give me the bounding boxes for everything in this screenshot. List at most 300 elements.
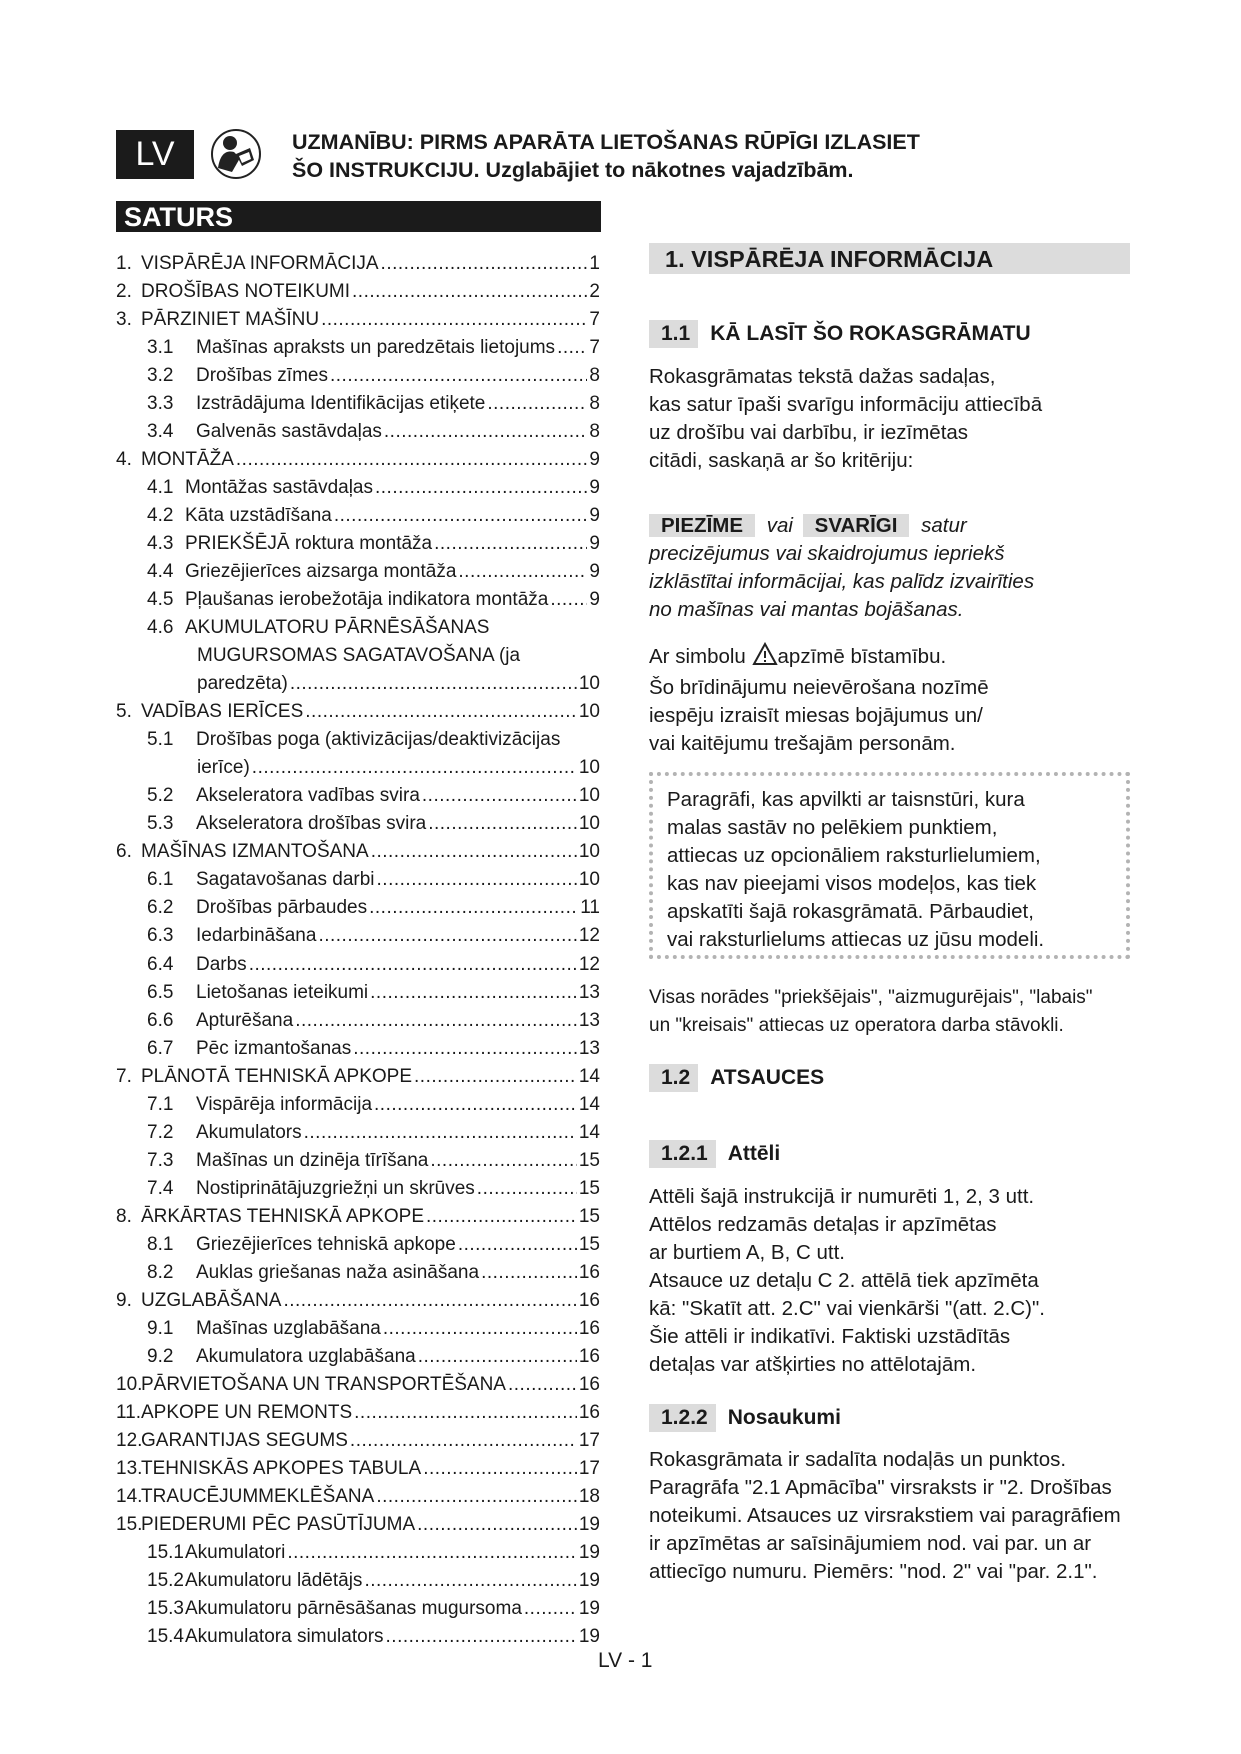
toc-dot-leader xyxy=(487,390,587,418)
toc-entry-label: Auklas griešanas naža asināšana xyxy=(196,1261,480,1283)
toc-dot-leader xyxy=(369,894,578,922)
toc-entry-page: 19 xyxy=(578,1513,600,1535)
toc-entry-label: TEHNISKĀS APKOPES TABULA xyxy=(141,1457,422,1479)
toc-entry-number: 5.1 xyxy=(147,729,174,751)
toc-entry[interactable] xyxy=(147,614,600,642)
toc-entry-label: Izstrādājuma Identifikācijas etiķete xyxy=(196,393,486,415)
text-line: attiecas uz opcionāliem raksturlielumiem, xyxy=(667,844,1041,867)
toc-entry-page: 18 xyxy=(578,1485,600,1507)
toc-entry[interactable] xyxy=(116,1287,600,1315)
toc-entry-label: Griezējierīces aizsarga montāža xyxy=(185,561,457,583)
toc-entry[interactable] xyxy=(147,1091,600,1119)
toc-dot-leader xyxy=(252,754,577,782)
toc-entry[interactable] xyxy=(147,530,600,558)
toc-entry-page: 9 xyxy=(589,449,600,471)
text: vai xyxy=(766,514,793,537)
toc-entry[interactable] xyxy=(116,278,600,306)
toc-entry-page: 15 xyxy=(578,1233,600,1255)
text-line: Paragrāfa "2.1 Apmācība" virsraksts ir "2. Drošības xyxy=(649,1476,1112,1499)
toc-entry-number: 15. xyxy=(116,1513,143,1535)
text-line: vai kaitējumu trešajām personām. xyxy=(649,732,956,755)
toc-entry[interactable] xyxy=(116,446,600,474)
toc-dot-leader xyxy=(386,1623,577,1651)
toc-entry-page: 16 xyxy=(578,1289,600,1311)
toc-entry-label: Akumulatori xyxy=(185,1541,286,1563)
toc-entry-page: 13 xyxy=(578,981,600,1003)
toc-entry-number: 3.1 xyxy=(147,337,174,359)
toc-dot-leader xyxy=(364,1567,576,1595)
toc-entry-page: 10 xyxy=(578,813,600,835)
toc-entry-label: AKUMULATORU PĀRNĒSĀŠANAS xyxy=(185,617,490,639)
text-line: iespēju izraisīt miesas bojājumus un/ xyxy=(649,704,983,727)
toc-entry-number: 5.3 xyxy=(147,813,174,835)
toc-entry-page: 16 xyxy=(578,1345,600,1367)
section-1-2-1-heading xyxy=(649,1140,780,1168)
toc-entry-label: Mašīnas apraksts un paredzētais lietojums xyxy=(196,337,556,359)
toc-entry-page: 9 xyxy=(589,589,600,611)
section-number: 1.1 xyxy=(649,320,698,348)
toc-dot-leader xyxy=(249,951,577,979)
text-line: no mašīnas vai mantas bojāšanas. xyxy=(649,598,964,621)
toc-dot-leader xyxy=(426,1203,577,1231)
toc-entry[interactable] xyxy=(147,362,600,390)
toc-entry-number: 12. xyxy=(116,1429,143,1451)
toc-entry-page: 16 xyxy=(578,1401,600,1423)
toc-entry-number: 7. xyxy=(116,1065,132,1087)
toc-entry-page: 12 xyxy=(578,925,600,947)
toc-entry-number: 9. xyxy=(116,1289,132,1311)
toc-entry[interactable] xyxy=(147,586,600,614)
warning-triangle-icon xyxy=(752,642,778,674)
toc-entry-number: 8. xyxy=(116,1205,132,1227)
toc-entry-label: Pļaušanas ierobežotāja indikatora montāža xyxy=(185,589,549,611)
toc-entry-label: DROŠĪBAS NOTEIKUMI xyxy=(141,281,351,303)
toc-dot-leader xyxy=(417,1511,577,1539)
toc-entry-label: TRAUCĒJUMMEKLĒŠANA xyxy=(141,1485,375,1507)
toc-entry[interactable] xyxy=(116,1063,600,1091)
toc-entry-label: Darbs xyxy=(196,953,247,975)
toc-entry-label: MONTĀŽA xyxy=(141,449,234,471)
toc-entry-page: 2 xyxy=(589,281,600,303)
toc-entry-page: 16 xyxy=(578,1373,600,1395)
toc-dot-leader xyxy=(354,1399,577,1427)
section-1-1-heading xyxy=(649,320,1031,348)
toc-entry[interactable] xyxy=(147,782,600,810)
toc-entry-number: 3.3 xyxy=(147,393,174,415)
toc-entry-label: APKOPE UN REMONTS xyxy=(141,1401,353,1423)
toc-entry-label: Mašīnas uzglabāšana xyxy=(196,1317,381,1339)
toc-entry-number: 9.1 xyxy=(147,1317,174,1339)
toc-dot-leader xyxy=(524,1595,577,1623)
toc-entry[interactable] xyxy=(116,1483,600,1511)
toc-entry[interactable] xyxy=(147,1315,600,1343)
toc-entry-label: Griezējierīces tehniskā apkope xyxy=(196,1233,456,1255)
toc-entry[interactable] xyxy=(147,979,600,1007)
toc-entry-label: PIEDERUMI PĒC PASŪTĪJUMA xyxy=(141,1513,416,1535)
read-manual-icon xyxy=(210,128,262,180)
text-line: Šo brīdinājumu neievērošana nozīmē xyxy=(649,676,989,699)
toc-entry-number: 15.3 xyxy=(147,1597,184,1619)
toc-dot-leader xyxy=(477,1175,577,1203)
toc-entry-number: 8.1 xyxy=(147,1233,174,1255)
toc-entry[interactable] xyxy=(116,838,600,866)
toc-entry[interactable] xyxy=(147,1567,600,1595)
text-line: citādi, saskaņā ar šo kritēriju: xyxy=(649,449,914,472)
toc-dot-leader xyxy=(377,866,577,894)
intro-paragraph xyxy=(649,363,1139,475)
language-badge xyxy=(116,130,194,179)
toc-entry-number: 4.2 xyxy=(147,505,174,527)
toc-dot-leader xyxy=(434,530,587,558)
toc-entry-label: Lietošanas ieteikumi xyxy=(196,981,369,1003)
toc-dot-leader xyxy=(508,1371,577,1399)
toc-entry-number: 1. xyxy=(116,253,132,274)
figures-paragraph xyxy=(649,1183,1139,1379)
toc-entry[interactable] xyxy=(147,334,600,362)
toc-dot-leader xyxy=(290,670,577,698)
section-title: KĀ LASĪT ŠO ROKASGRĀMATU xyxy=(710,322,1031,345)
toc-dot-leader xyxy=(370,979,577,1007)
toc-dot-leader xyxy=(383,1315,577,1343)
toc-entry-page: 15 xyxy=(578,1205,600,1227)
section-number: 1.2.2 xyxy=(649,1404,716,1432)
text-line: Rokasgrāmatas tekstā dažas sadaļas, xyxy=(649,365,996,388)
toc-entry-page: 12 xyxy=(578,953,600,975)
toc-entry-number: 11. xyxy=(116,1401,142,1423)
toc-entry[interactable] xyxy=(147,726,600,754)
text-line: noteikumi. Atsauces uz virsrakstiem vai paragrāfiem xyxy=(649,1504,1121,1527)
toc-entry-page: 17 xyxy=(578,1429,600,1451)
toc-dot-leader xyxy=(321,306,587,334)
toc-entry-number: 4.1 xyxy=(147,477,174,499)
toc-entry-page: 19 xyxy=(578,1541,600,1563)
toc-entry-number: 13. xyxy=(116,1457,143,1479)
toc-entry[interactable] xyxy=(147,1259,600,1287)
toc-entry[interactable] xyxy=(147,502,600,530)
toc-dot-leader xyxy=(375,474,587,502)
toc-dot-leader xyxy=(371,838,577,866)
toc-entry-number: 7.2 xyxy=(147,1121,174,1143)
toc-entry[interactable] xyxy=(116,698,600,726)
toc-entry-number: 3. xyxy=(116,309,132,331)
text-line: precizējumus vai skaidrojumus iepriekš xyxy=(649,542,1005,565)
toc-entry[interactable] xyxy=(147,558,600,586)
toc-entry[interactable] xyxy=(116,250,600,278)
toc-entry-number: 15.2 xyxy=(147,1569,184,1591)
toc-entry-label: Akumulators xyxy=(196,1121,302,1143)
toc-dot-leader xyxy=(287,1539,577,1567)
toc-dot-leader xyxy=(353,1035,577,1063)
toc-entry-label: Akumulatoru lādētājs xyxy=(185,1569,363,1591)
toc-entry-label: Vispārēja informācija xyxy=(196,1093,373,1115)
toc-entry-number: 2. xyxy=(116,281,132,303)
toc-entry[interactable] xyxy=(147,1175,600,1203)
toc-entry-label: Mašīnas un dzinēja tīrīšana xyxy=(196,1149,429,1171)
toc-entry-number: 5. xyxy=(116,701,132,723)
toc-dot-leader xyxy=(374,1091,577,1119)
toc-entry-label: Nostiprinātājuzgriežņi un skrūves xyxy=(196,1177,475,1199)
toc-dot-leader xyxy=(423,1455,577,1483)
toc-entry-label: Akumulatora uzglabāšana xyxy=(196,1345,416,1367)
text-line: Visas norādes "priekšējais", "aizmugurējais", "labais" xyxy=(649,987,1093,1008)
section-number: 1.2.1 xyxy=(649,1140,716,1168)
toc-entry-page: 10 xyxy=(578,785,600,807)
text: Ar simbolu xyxy=(649,645,752,668)
toc-dot-leader xyxy=(458,1231,577,1259)
toc-entry-page: 14 xyxy=(578,1065,600,1087)
section-title: Nosaukumi xyxy=(727,1406,841,1429)
toc-entry[interactable] xyxy=(116,1511,600,1539)
toc-entry[interactable] xyxy=(147,1623,600,1651)
toc-entry[interactable] xyxy=(147,1539,600,1567)
toc-entry-number: 6. xyxy=(116,841,132,863)
toc-dot-leader xyxy=(304,1119,577,1147)
toc-entry-page: 9 xyxy=(589,561,600,583)
text: satur xyxy=(921,514,967,537)
toc-entry-number: 6.1 xyxy=(147,869,174,891)
toc-entry-number: 6.3 xyxy=(147,925,174,947)
toc-entry-page: 1 xyxy=(589,253,600,274)
toc-entry[interactable] xyxy=(147,1147,600,1175)
toc-entry-number: 3.4 xyxy=(147,421,174,443)
toc-entry[interactable] xyxy=(116,1427,600,1455)
toc-entry-page: 14 xyxy=(578,1093,600,1115)
toc-entry-label: ĀRKĀRTAS TEHNISKĀ APKOPE xyxy=(141,1205,424,1227)
toc-entry-label: MUGURSOMAS SAGATAVOŠANA (ja xyxy=(197,645,521,667)
toc-entry[interactable] xyxy=(147,1595,600,1623)
text-line: Rokasgrāmata ir sadalīta nodaļās un punktos. xyxy=(649,1448,1067,1471)
toc-entry[interactable] xyxy=(147,474,600,502)
toc-entry-label: Akseleratora vadības svira xyxy=(196,785,420,807)
text-line: izklāstītai informācijai, kas palīdz izvairīties xyxy=(649,570,1035,593)
toc-entry-number: 7.3 xyxy=(147,1149,174,1171)
toc-dot-leader xyxy=(352,278,587,306)
toc-entry-page: 13 xyxy=(578,1037,600,1059)
toc-entry-number: 3.2 xyxy=(147,365,174,387)
text-line: kas nav pieejami visos modeļos, kas tiek xyxy=(667,872,1037,895)
toc-entry-label: MAŠĪNAS IZMANTOŠANA xyxy=(141,841,369,863)
toc-entry-number: 8.2 xyxy=(147,1261,174,1283)
toc-entry-label: VADĪBAS IERĪCES xyxy=(141,701,304,723)
toc-dot-leader xyxy=(418,1343,577,1371)
toc-entry-page: 15 xyxy=(578,1177,600,1199)
section-1-2-heading xyxy=(649,1064,824,1092)
section-title: ATSAUCES xyxy=(710,1066,825,1089)
orientation-paragraph xyxy=(649,984,1139,1040)
toc-entry-number: 6.4 xyxy=(147,953,174,975)
toc-entry-label: PĀRVIETOŠANA UN TRANSPORTĒŠANA xyxy=(141,1373,506,1395)
toc-entry-label: Sagatavošanas darbi xyxy=(196,869,375,891)
toc-dot-leader xyxy=(318,922,576,950)
toc-title: SATURS xyxy=(116,201,601,232)
warning-line-1: UZMANĪBU: PIRMS APARĀTA LIETOŠANAS RŪPĪGI IZLASIET xyxy=(292,130,920,154)
page-number: LV - 1 xyxy=(598,1649,653,1672)
toc-entry[interactable] xyxy=(147,894,600,922)
text-line: attiecīgo numuru. Piemērs: "nod. 2" vai "par. 2.1". xyxy=(649,1560,1098,1583)
toc-entry[interactable] xyxy=(147,1119,600,1147)
toc-entry-label: VISPĀRĒJA INFORMĀCIJA xyxy=(141,253,379,274)
toc-entry-page: 19 xyxy=(578,1569,600,1591)
toc-entry-number: 6.6 xyxy=(147,1009,174,1031)
titles-paragraph xyxy=(649,1446,1139,1586)
toc-dot-leader xyxy=(384,418,588,446)
toc-entry-label: GARANTIJAS SEGUMS xyxy=(141,1429,348,1451)
toc-entry-label: PLĀNOTĀ TEHNISKĀ APKOPE xyxy=(141,1065,413,1087)
toc-entry-number: 7.4 xyxy=(147,1177,174,1199)
warning-line-2-bold: ŠO INSTRUKCIJU. xyxy=(292,158,480,182)
text-line: vai raksturlielums attiecas uz jūsu modeli. xyxy=(667,928,1045,951)
toc-entry-number: 6.2 xyxy=(147,897,174,919)
section-1-heading: 1. VISPĀRĒJA INFORMĀCIJA xyxy=(649,243,1130,274)
toc-entry-page: 8 xyxy=(589,393,600,415)
toc-dot-leader xyxy=(295,1007,577,1035)
toc-entry-page: 7 xyxy=(589,309,600,331)
text-line: Šie attēli ir indikatīvi. Faktiski uzstādītās xyxy=(649,1325,1011,1348)
text-line: detaļas var atšķirties no attēlotajām. xyxy=(649,1353,977,1376)
toc-dot-leader xyxy=(283,1287,576,1315)
toc-entry-label: ierīce) xyxy=(197,757,250,779)
toc-entry[interactable] xyxy=(147,390,600,418)
text-line: kā: "Skatīt att. 2.C" vai vienkārši "(att. 2.C)". xyxy=(649,1297,1045,1320)
toc-entry[interactable] xyxy=(147,922,600,950)
toc-entry-page: 8 xyxy=(589,421,600,443)
toc-entry-page: 9 xyxy=(589,505,600,527)
text-line: Atsauce uz detaļu C 2. attēlā tiek apzīmēta xyxy=(649,1269,1039,1292)
toc-entry-number: 4.5 xyxy=(147,589,174,611)
toc-entry-number: 5.2 xyxy=(147,785,174,807)
toc-entry-number: 15.4 xyxy=(147,1625,184,1647)
toc-entry-label: Akumulatoru pārnēsāšanas mugursoma xyxy=(185,1597,522,1619)
toc-entry-page: 10 xyxy=(578,757,600,779)
toc-entry-page: 10 xyxy=(578,701,600,723)
toc-dot-leader xyxy=(350,1427,577,1455)
toc-entry[interactable] xyxy=(116,1399,600,1427)
toc-entry-label: UZGLABĀŠANA xyxy=(141,1289,282,1311)
text-line: malas sastāv no pelēkiem punktiem, xyxy=(667,816,998,839)
note-paragraph xyxy=(649,512,1139,624)
toc-entry-page: 14 xyxy=(578,1121,600,1143)
toc-entry-label: Kāta uzstādīšana xyxy=(185,505,332,527)
toc-entry-page: 15 xyxy=(578,1149,600,1171)
toc-entry[interactable] xyxy=(116,1371,600,1399)
toc-dot-leader xyxy=(305,698,577,726)
text-line: apskatīti šajā rokasgrāmatā. Pārbaudiet, xyxy=(667,900,1034,923)
toc-entry[interactable] xyxy=(147,866,600,894)
toc-entry[interactable] xyxy=(116,1455,600,1483)
toc-dot-leader xyxy=(334,502,588,530)
toc-dot-leader xyxy=(376,1483,577,1511)
text-line: Attēlos redzamās detaļas ir apzīmētas xyxy=(649,1213,997,1236)
toc-dot-leader xyxy=(330,362,587,390)
toc-entry-number: 10. xyxy=(116,1373,143,1395)
toc-entry-number: 7.1 xyxy=(147,1093,174,1115)
important-tag: SVARĪGI xyxy=(803,514,910,537)
text-line: Attēli šajā instrukcijā ir numurēti 1, 2, 3 utt. xyxy=(649,1185,1035,1208)
hazard-paragraph xyxy=(649,642,1139,758)
warning-line-2-rest: Uzglabājiet to nākotnes vajadzībām. xyxy=(479,158,854,182)
toc-entry-label: paredzēta) xyxy=(197,673,288,695)
note-tag: PIEZĪME xyxy=(649,514,755,537)
toc-entry-label: Galvenās sastāvdaļas xyxy=(196,421,382,443)
toc-entry[interactable] xyxy=(147,810,600,838)
safety-warning xyxy=(292,128,920,184)
toc-entry[interactable] xyxy=(197,642,600,670)
toc-entry-label: Drošības poga (aktivizācijas/deaktivizācijas xyxy=(196,729,561,751)
text: apzīmē bīstamību. xyxy=(777,645,947,668)
optional-features-box xyxy=(649,772,1130,959)
toc-entry[interactable] xyxy=(147,1231,600,1259)
toc-dot-leader xyxy=(458,558,587,586)
toc-dot-leader xyxy=(430,1147,577,1175)
toc-entry-number: 4.4 xyxy=(147,561,174,583)
section-title: Attēli xyxy=(727,1142,781,1165)
text-line: kas satur īpaši svarīgu informāciju attiecībā xyxy=(649,393,1043,416)
section-1-2-2-heading xyxy=(649,1404,841,1432)
toc-entry-number: 4.6 xyxy=(147,617,174,639)
text-line: Paragrāfi, kas apvilkti ar taisnstūri, kura xyxy=(667,788,1025,811)
toc-entry-page: 16 xyxy=(578,1317,600,1339)
toc-entry[interactable] xyxy=(197,754,600,782)
toc-entry-label: Drošības pārbaudes xyxy=(196,897,368,919)
toc-entry-page: 10 xyxy=(578,673,600,695)
toc-entry[interactable] xyxy=(147,1007,600,1035)
toc-entry-page: 9 xyxy=(589,533,600,555)
toc-entry-page: 13 xyxy=(578,1009,600,1031)
toc-entry-number: 9.2 xyxy=(147,1345,174,1367)
toc-entry[interactable] xyxy=(197,670,600,698)
toc-entry[interactable] xyxy=(147,1343,600,1371)
toc-entry[interactable] xyxy=(147,1035,600,1063)
toc-entry-number: 6.7 xyxy=(147,1037,174,1059)
toc-entry-page: 11 xyxy=(580,897,600,919)
toc-entry-label: Apturēšana xyxy=(196,1009,294,1031)
toc-entry-number: 6.5 xyxy=(147,981,174,1003)
toc-dot-leader xyxy=(414,1063,577,1091)
text-line: uz drošību vai darbību, ir iezīmētas xyxy=(649,421,969,444)
toc-entry-label: PRIEKŠĒJĀ roktura montāža xyxy=(185,533,433,555)
toc-entry-label: Drošības zīmes xyxy=(196,365,328,387)
toc-entry-page: 9 xyxy=(589,477,600,499)
toc-entry-label: Montāžas sastāvdaļas xyxy=(185,477,373,499)
toc-dot-leader xyxy=(236,446,588,474)
toc-entry-page: 8 xyxy=(589,365,600,387)
language-code: LV xyxy=(135,135,175,173)
toc-entry[interactable] xyxy=(147,951,600,979)
toc-entry-page: 10 xyxy=(578,869,600,891)
toc-entry[interactable] xyxy=(116,1203,600,1231)
toc-entry-label: PĀRZINIET MAŠĪNU xyxy=(141,309,320,331)
toc-dot-leader xyxy=(557,334,587,362)
toc-entry-number: 14. xyxy=(116,1485,143,1507)
text-line: un "kreisais" attiecas uz operatora darba stāvokli. xyxy=(649,1015,1064,1036)
toc-dot-leader xyxy=(428,810,577,838)
toc-entry-number: 4.3 xyxy=(147,533,174,555)
toc-dot-leader xyxy=(381,250,588,278)
toc-entry-page: 19 xyxy=(578,1625,600,1647)
toc-entry-page: 17 xyxy=(578,1457,600,1479)
text-line: ir apzīmētas ar saīsinājumiem nod. vai par. un ar xyxy=(649,1532,1092,1555)
toc-entry-label: Akumulatora simulators xyxy=(185,1625,384,1647)
toc-dot-leader xyxy=(422,782,577,810)
toc-entry-page: 16 xyxy=(578,1261,600,1283)
toc-entry-label: Iedarbināšana xyxy=(196,925,317,947)
text-line: ar burtiem A, B, C utt. xyxy=(649,1241,845,1264)
toc-entry[interactable] xyxy=(147,418,600,446)
toc-entry[interactable] xyxy=(116,306,600,334)
toc-dot-leader xyxy=(481,1259,577,1287)
toc-entry-page: 19 xyxy=(578,1597,600,1619)
toc-entry-label: Akseleratora drošības svira xyxy=(196,813,427,835)
